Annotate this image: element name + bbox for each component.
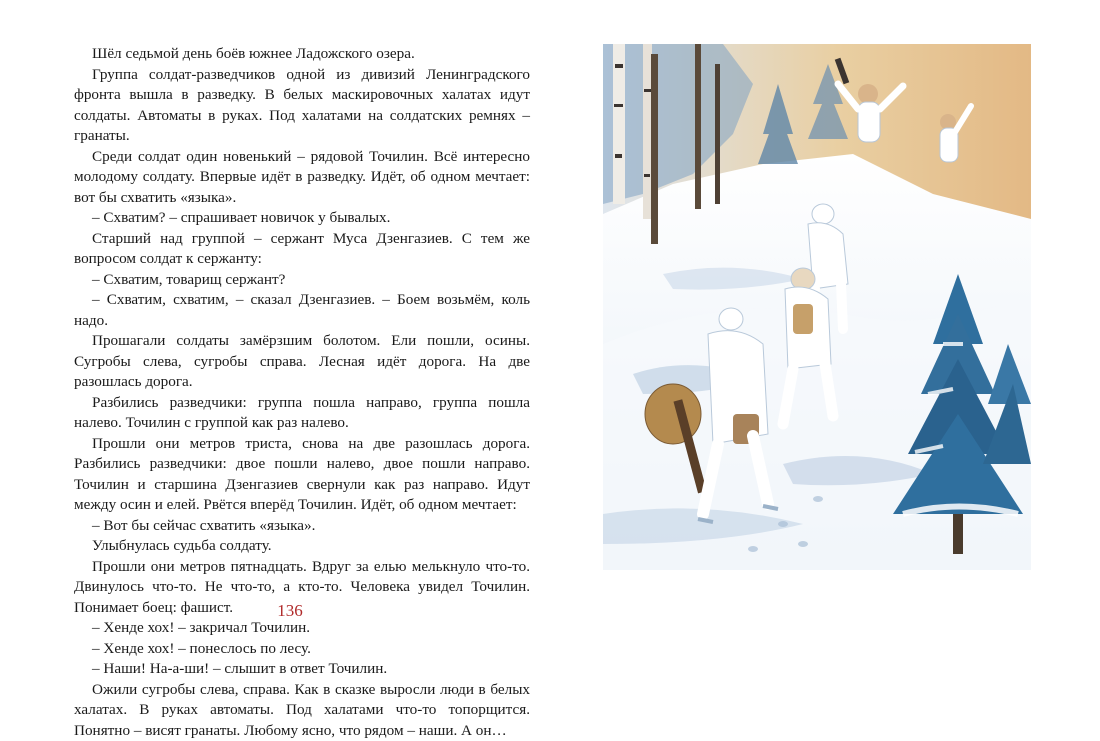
tree-trunk [715,64,720,204]
paragraph: Ожили сугробы слева, справа. Как в сказке выросли люди в белых халатах. В руках автоматы. Под халатами что-то топорщится. Понятно – висят гранаты. Любому ясно, что рядом – наши. А он… [74,680,530,741]
left-page [74,44,530,741]
paragraph: Прошли они метров триста, снова на две разошлась дорога. Разбились разведчики: двое пошли налево, двое пошли направо. Точилин и старшина Дзенгазиев свернули как раз направо. Идут между осин и елей. Рвётся вперёд Точилин. Идёт, об одном мечтает: [74,434,530,516]
paragraph: – Схватим? – спрашивает новичок у бывалых. [74,208,530,229]
paragraph: – Наши! На-а-ши! – слышит в ответ Точилин. [74,659,530,680]
paragraph: Прошагали солдаты замёрзшим болотом. Ели пошли, осины. Сугробы слева, сугробы справа. Лесная идёт дорога. На две разошлась дорога. [74,331,530,393]
story-text [74,44,530,741]
paragraph: – Хенде хох! – понеслось по лесу. [74,639,530,660]
birch-mark [615,154,622,158]
paragraph: Разбились разведчики: группа пошла направо, группа пошла налево. Точилин с группой как раз налево. [74,393,530,434]
birch-mark [615,64,623,68]
paragraph: Старший над группой – сержант Муса Дзенгазиев. С тем же вопросом солдат к сержанту: [74,229,530,270]
page-number: 136 [270,601,310,621]
winter-scouts-illustration [603,44,1031,570]
birch-mark [614,104,623,107]
illustration-canvas [603,44,1031,570]
paragraph: Группа солдат-разведчиков одной из дивизий Ленинградского фронта вышла в разведку. В белых маскировочных халатах идут солдаты. Автоматы в руках. Под халатами на солдатских ремнях – гранаты. [74,65,530,147]
birch-mark [644,89,651,92]
birch-trunk [643,44,652,219]
tree-trunk [695,44,701,209]
tree-trunk [651,54,658,244]
paragraph: Прошли они метров пятнадцать. Вдруг за елью мелькнуло что-то. Двинулось что-то. Не что-то, а кто-то. Человека увидел Точилин. Понимает боец: фашист. [74,557,530,619]
paragraph: – Вот бы сейчас схватить «языка». [74,516,530,537]
paragraph: – Схватим, схватим, – сказал Дзенгазиев. – Боем возьмём, коль надо. [74,290,530,331]
paragraph: – Хенде хох! – закричал Точилин. [74,618,530,639]
paragraph: Шёл седьмой день боёв южнее Ладожского озера. [74,44,530,65]
paragraph: Среди солдат один новенький – рядовой Точилин. Всё интересно молодому солдату. Впервые идёт в разведку. Идёт, об одном мечтает: вот бы схватить «языка». [74,147,530,209]
paragraph: – Схватим, товарищ сержант? [74,270,530,291]
paragraph: Улыбнулась судьба солдату. [74,536,530,557]
birch-mark [644,174,650,177]
